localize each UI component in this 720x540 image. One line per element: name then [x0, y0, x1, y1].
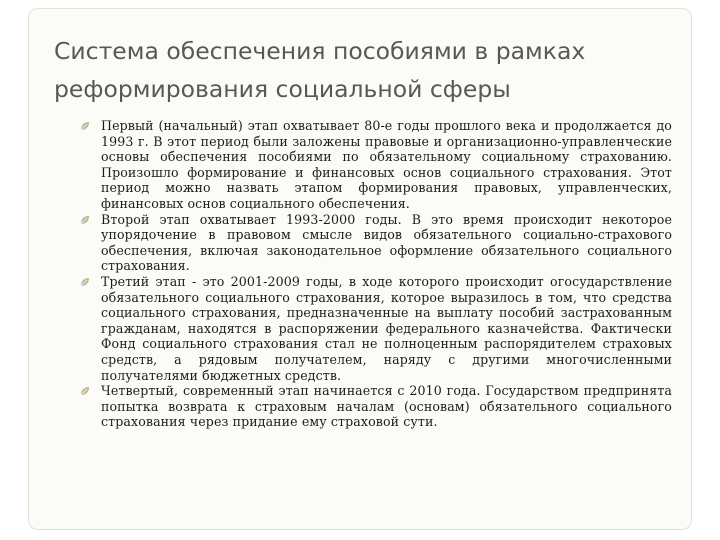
- bullet-text-4: Четвертый, современный этап начинается с 2010 года. Государством предпринята попытка возврата к страховым началам (основам) обязательного социального страхования через придание ему страховой сути.: [101, 383, 672, 430]
- bullet-text-2: Второй этап охватывает 1993-2000 годы. В это время происходит некоторое упорядочение в правовом смысле видов обязательного социально-страхового обеспечения, включая законодательное оформление обязательного социального страхования.: [101, 211, 672, 274]
- slide-title: [54, 32, 674, 108]
- leaf-bullet-icon: [80, 277, 90, 287]
- bullet-item-3: [80, 274, 672, 383]
- slide-title-line-1: Система обеспечения пособиями в рамках: [54, 37, 586, 65]
- leaf-bullet-icon: [80, 386, 90, 396]
- leaf-bullet-icon: [80, 215, 90, 225]
- bullet-item-1: [80, 118, 672, 212]
- bullet-item-4: [80, 383, 672, 430]
- leaf-bullet-icon: [80, 121, 90, 131]
- bullet-item-2: [80, 212, 672, 274]
- bullet-list: [80, 118, 672, 430]
- slide-title-line-2: реформирования социальной сферы: [54, 75, 511, 103]
- bullet-text-1: Первый (начальный) этап охватывает 80-е годы прошлого века и продолжается до 1993 г. В этот период были заложены правовые и организационно-управленческие основы обеспечения пособиями по обязательному социальному страхованию. Произошло формирование и финансовых основ социального страхования. Этот период можно назвать этапом формирования правовых, управленческих, финансовых основ социального обеспечения.: [101, 118, 672, 211]
- bullet-text-3: Третий этап - это 2001-2009 годы, в ходе которого происходит огосударствление обязательного социального страхования, которое выразилось в том, что средства социального страхования, предназначенные на выплату пособий застрахованным гражданам, находятся в распоряжении федерального казначейства. Фактически Фонд социального страхования стал не полноценным распорядителем страховых средств, а рядовым получателем, наряду с другими многочисленными получателями бюджетных средств.: [101, 273, 672, 383]
